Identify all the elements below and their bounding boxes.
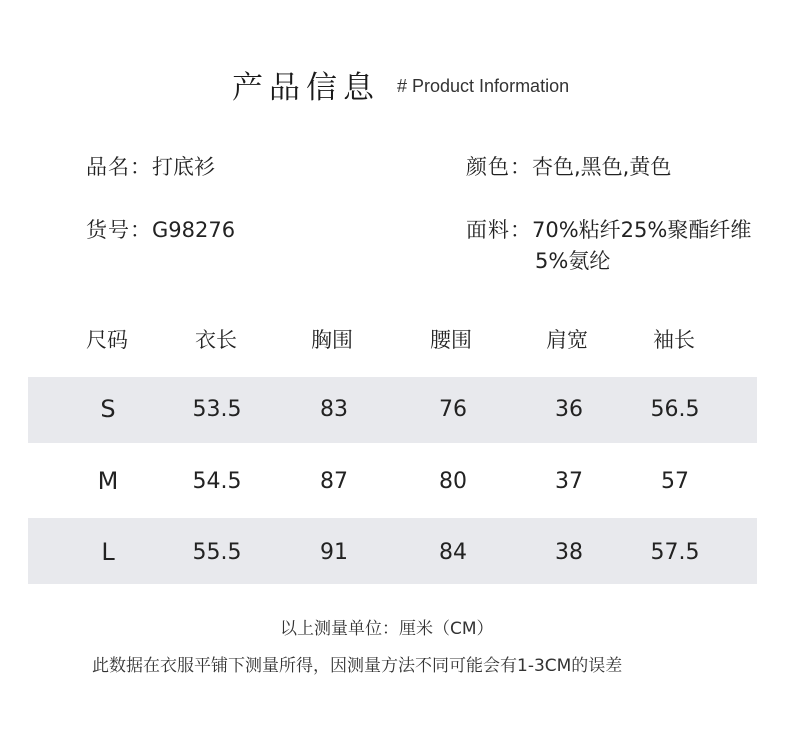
chest-cell: 83 xyxy=(320,397,348,422)
waist-cell: 84 xyxy=(439,540,467,565)
product-name-field xyxy=(86,151,215,181)
length-cell: 54.5 xyxy=(192,469,242,494)
product-name-label: 品名： xyxy=(86,155,152,179)
table-row xyxy=(28,443,757,518)
product-sku-field xyxy=(86,214,235,244)
sleeve-cell: 56.5 xyxy=(650,397,700,422)
product-fabric-value-line1: 70%粘纤25%聚酯纤维 xyxy=(532,218,752,242)
page-title: 产品信息 xyxy=(232,70,380,106)
shoulder-cell: 37 xyxy=(555,469,583,494)
chest-cell: 87 xyxy=(320,469,348,494)
header-size: 尺码 xyxy=(86,328,128,352)
table-row xyxy=(28,518,757,584)
product-color-value: 杏色,黑色,黄色 xyxy=(532,155,672,179)
header-chest: 胸围 xyxy=(311,328,353,352)
size-cell: L xyxy=(101,538,115,566)
sleeve-cell: 57 xyxy=(661,469,689,494)
header-waist: 腰围 xyxy=(430,328,472,352)
waist-cell: 76 xyxy=(439,397,467,422)
header-shoulder: 肩宽 xyxy=(546,328,588,352)
length-cell: 55.5 xyxy=(192,540,242,565)
shoulder-cell: 38 xyxy=(555,540,583,565)
product-color-label: 颜色： xyxy=(466,155,532,179)
page-subtitle: # Product Information xyxy=(397,76,570,96)
product-name-value: 打底衫 xyxy=(152,155,215,179)
sleeve-cell: 57.5 xyxy=(650,540,700,565)
header-length: 衣长 xyxy=(195,328,237,352)
size-cell: S xyxy=(100,395,116,423)
product-color-field xyxy=(466,151,671,181)
product-fabric-value-line2: 5%氨纶 xyxy=(535,249,611,273)
product-sku-value: G98276 xyxy=(152,218,236,242)
disclaimer-note: 此数据在衣服平铺下测量所得，因测量方法不同可能会有1-3CM的误差 xyxy=(92,656,623,676)
product-sku-label: 货号： xyxy=(86,218,152,242)
table-row xyxy=(28,377,757,443)
waist-cell: 80 xyxy=(439,469,467,494)
product-fabric-field xyxy=(466,214,751,244)
header-sleeve: 袖长 xyxy=(653,328,695,352)
length-cell: 53.5 xyxy=(192,397,242,422)
chest-cell: 91 xyxy=(320,540,348,565)
unit-note: 以上测量单位：厘米（CM） xyxy=(280,619,494,639)
product-fabric-label: 面料： xyxy=(466,218,532,242)
size-cell: M xyxy=(97,467,119,495)
shoulder-cell: 36 xyxy=(555,397,583,422)
